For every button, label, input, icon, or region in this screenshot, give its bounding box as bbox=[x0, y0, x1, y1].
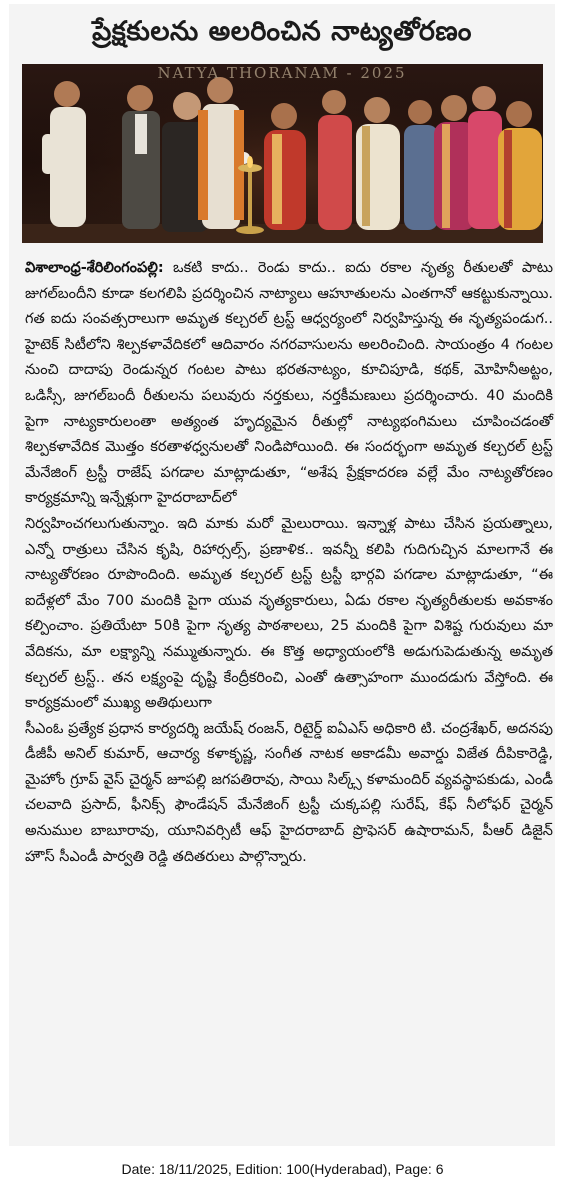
article-body bbox=[25, 256, 553, 870]
article-paragraph: నిర్వహించగలుగుతున్నాం. ఇది మాకు మరో మైలురాయి. ఇన్నాళ్ల పాటు చేసిన ప్రయత్నాలు, ఎన్నో రాత్రులు చేసిన కృషి, రిహార్సల్స్, ప్రణాళిక.. ఇవన్నీ కలిపి గుదిగుచ్చిన మాలగానే ఈ నాట్యతోరణం రూపొందింది. అమృత కల్చరల్ ట్రస్ట్ ట్రస్టీ భార్గవి పగడాల మాట్లాడుతూ, “ఈ ఐదేళ్లలో మేం 700 మందికి పైగా యువ నృత్యకారులు, ఏడు రకాల నృత్యరీతులకు అవకాశం కల్పించాం. ప్రతియేటా 50కి పైగా నృత్య పాఠశాలలు, 25 మందికి పైగా విశిష్ట గురువులు మా వేదికను, మా లక్ష్యాన్ని నమ్ముతున్నారు. ఈ కొత్త అధ్యాయంలోకి అడుగుపెడుతున్న అమృత కల్చరల్ ట్రస్ట్.. తన లక్ష్యంపై దృష్టి కేంద్రీకరించి, ఎంతో ఉత్సాహంగా ముందడుగు వేస్తోంది. ఈ కార్యక్రమంలో ముఖ్య అతిథులుగా bbox=[25, 515, 553, 712]
event-photo-illustration bbox=[22, 64, 543, 243]
article-lead-text: ఒకటి కాదు.. రెండు కాదు.. ఐదు రకాల నృత్య రీతులతో పాటు జుగల్‌బందీని కూడా కలగలిపి ప్రదర్శించిన నాట్యాలు ఆహూతులను ఎంతగానో ఆకట్టుకున్నాయి. గత ఐదు సంవత్సరాలుగా అమృత కల్చరల్ ట్రస్ట్ ఆధ్వర్యంలో నిర్వహిస్తున్న ఈ నృత్యపండుగ.. హైటెక్ సిటీలోని శిల్పకళావేదికలో ఆదివారం నగరవాసులను అలరించింది. సాయంత్రం 4 గంటల నుంచి దాదాపు రెండున్నర గంటల పాటు భరతనాట్యం, కూచిపూడి, కథక్, మోహినీఅట్టం, ఒడిస్సీ, జుగల్‌బందీ రీతులను పలువురు నర్తకులు, నర్తకీమణులు ప్రదర్శించారు. 40 మందికి పైగా నాట్యకారులంతా అత్యంత హృద్యమైన రీతుల్లో నాట్యభంగిమలు చూపించడంతో శిల్పకళావేదిక మొత్తం కరతాళధ్వనులతో నిండిపోయింది. ఈ సందర్భంగా అమృత కల్చరల్ ట్రస్ట్ మేనేజింగ్ ట్రస్టీ రాజేష్ పగడాల మాట్లాడుతూ, “అశేష ప్రేక్షకాదరణ వల్లే మేం నాట్యతోరణం కార్యక్రమాన్ని ఇన్నేళ్లుగా హైదరాబాద్‌లో bbox=[25, 260, 553, 507]
event-photo bbox=[22, 64, 543, 243]
dateline: విశాలాంధ్ర-శేరిలింగంపల్లి: bbox=[25, 260, 164, 276]
newspaper-clipping bbox=[9, 4, 555, 1146]
publication-info: Date: 18/11/2025, Edition: 100(Hyderabad), Page: 6 bbox=[121, 1161, 444, 1177]
article-paragraph bbox=[25, 256, 553, 512]
headline: ప్రేక్షకులను అలరించిన నాట్యతోరణం bbox=[92, 16, 472, 47]
stage-banner-text: NATYA THORANAM - 2025 bbox=[157, 64, 407, 82]
article-paragraph: సీఎంఓ ప్రత్యేక ప్రధాన కార్యదర్శి జయేష్ రంజన్, రిటైర్డ్ ఐఏఎస్ అధికారి టి. చంద్రశేఖర్, అదనపు డీజీపీ అనిల్ కుమార్, ఆచార్య కళాకృష్ణ, సంగీత నాటక అకాడమీ అవార్డు విజేత దీపికారెడ్డి, మైహోం గ్రూప్ వైస్ చైర్మన్ జూపల్లి జగపతిరావు, సాయి సిల్క్స్ కళామందిర్ వ్యవస్థాపకుడు, ఎండీ చలవాది ప్రసాద్, ఫీనిక్స్ ఫౌండేషన్ మేనేజింగ్ ట్రస్టీ చుక్కపల్లి సురేష్, కేఫ్ నీలోఫర్ చైర్మన్ అనుముల బాబూరావు, యూనివర్సిటీ ఆఫ్ హైదరాబాద్ ప్రొఫెసర్ ఉషారామన్, పీఆర్ డిజైన్ హౌస్ సీఎండీ పార్వతి రెడ్డి తదితరులు పాల్గొన్నారు. bbox=[25, 720, 553, 865]
